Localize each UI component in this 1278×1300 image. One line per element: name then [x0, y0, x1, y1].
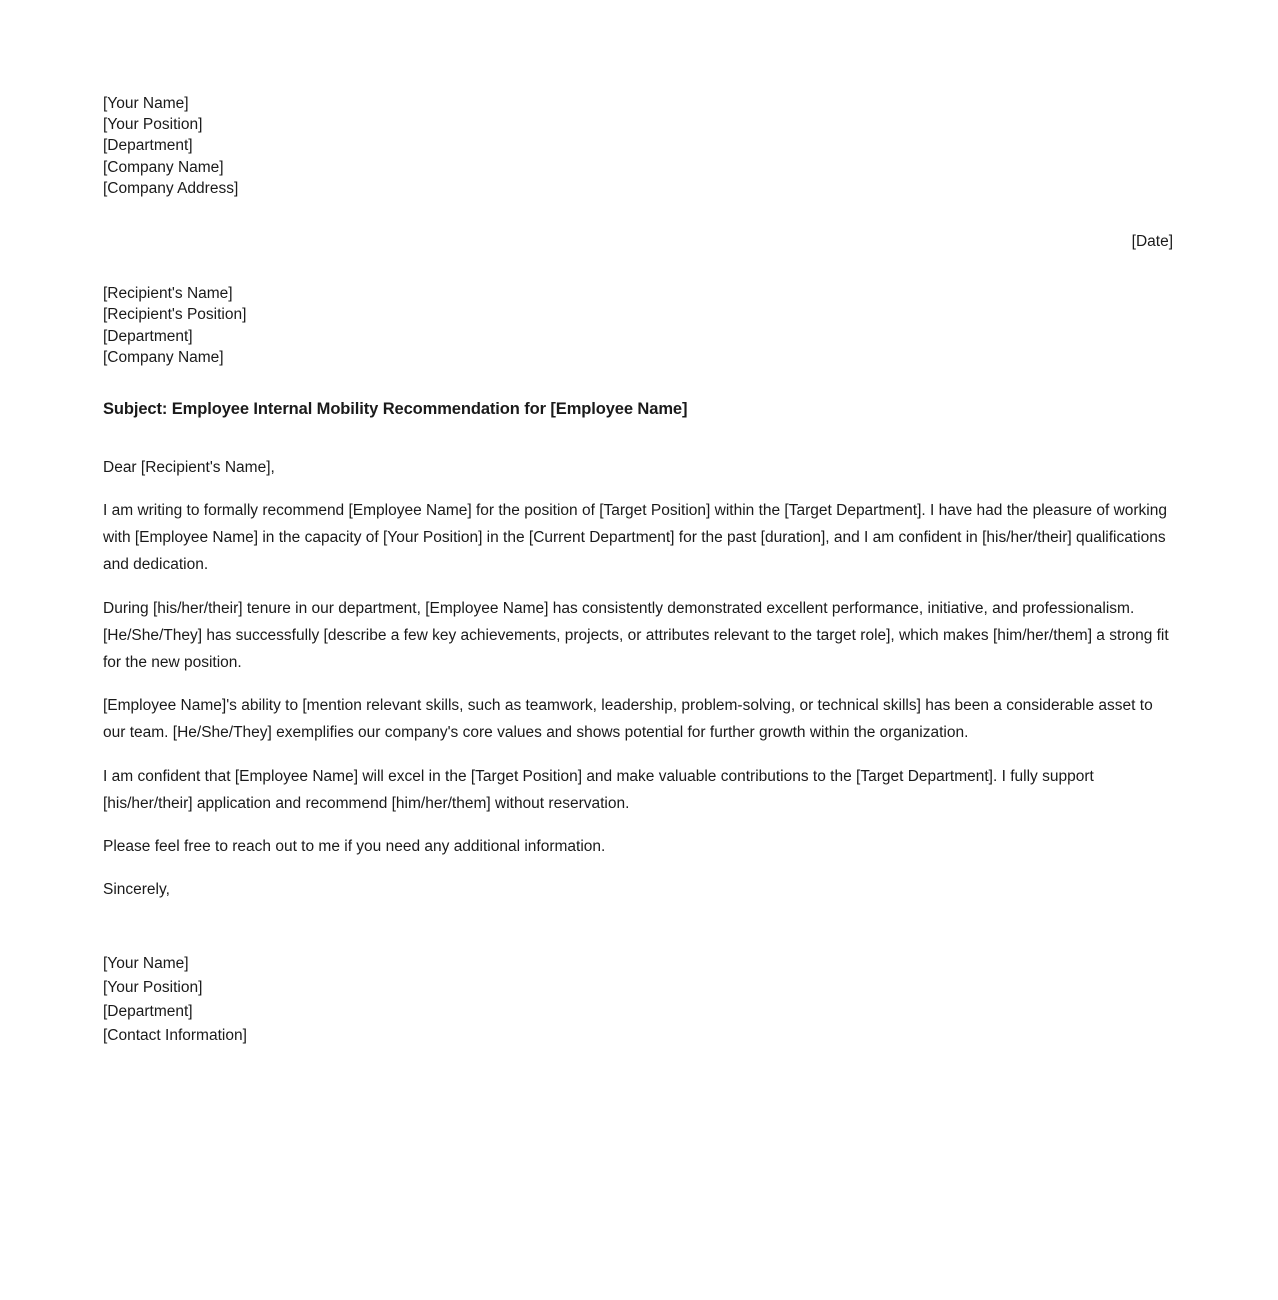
- body-paragraph-2: During [his/her/their] tenure in our department, [Employee Name] has consistently demonstrated excellent performance, initiative, and professionalism. [He/She/They] has successfully [describe a few key achievements, projects, or attributes relevant to the target role], which makes [him/her/them] a strong fit for the new position.: [103, 599, 1169, 672]
- top-spacer: [103, 0, 1175, 93]
- salutation: Dear [Recipient's Name],: [103, 459, 275, 477]
- signature-name: [Your Name]: [103, 955, 189, 973]
- recipient-department: [Department]: [103, 327, 193, 345]
- recipient-address-block: [103, 283, 1175, 368]
- letter-date: [Date]: [1131, 233, 1173, 251]
- recipient-name: [Recipient's Name]: [103, 285, 233, 303]
- sender-position: [Your Position]: [103, 116, 203, 134]
- signature-department: [Department]: [103, 1003, 193, 1021]
- sender-address-block: [103, 93, 1175, 199]
- body-paragraph-4: I am confident that [Employee Name] will excel in the [Target Position] and make valuable contributions to the [Target Department]. I fully support [his/her/their] application and recommend [him/her/them] without reservation.: [103, 767, 1094, 812]
- signoff: Sincerely,: [103, 881, 170, 899]
- closing-note: Please feel free to reach out to me if you need any additional information.: [103, 838, 606, 856]
- body-paragraph-3: [Employee Name]'s ability to [mention relevant skills, such as teamwork, leadership, problem-solving, or technical skills] has been a considerable asset to our team. [He/She/They] exemplifies our company's core values and shows potential for further growth within the organization.: [103, 697, 1153, 742]
- sender-department: [Department]: [103, 137, 193, 155]
- subject-line: Subject: Employee Internal Mobility Recommendation for [Employee Name]: [103, 400, 688, 419]
- body-paragraph-1: I am writing to formally recommend [Employee Name] for the position of [Target Position] within the [Target Department]. I have had the pleasure of working with [Employee Name] in the capacity of [Your Position] in the [Current Department] for the past [duration], and I am confident in [his/her/their] qualifications and dedication.: [103, 502, 1167, 574]
- signature-block: [103, 952, 1175, 1048]
- recipient-company-name: [Company Name]: [103, 348, 224, 366]
- sender-company-address: [Company Address]: [103, 179, 239, 197]
- sender-company-name: [Company Name]: [103, 158, 224, 176]
- recipient-position: [Recipient's Position]: [103, 306, 247, 324]
- signature-contact-information: [Contact Information]: [103, 1027, 247, 1045]
- sender-name: [Your Name]: [103, 95, 189, 112]
- signature-position: [Your Position]: [103, 979, 203, 997]
